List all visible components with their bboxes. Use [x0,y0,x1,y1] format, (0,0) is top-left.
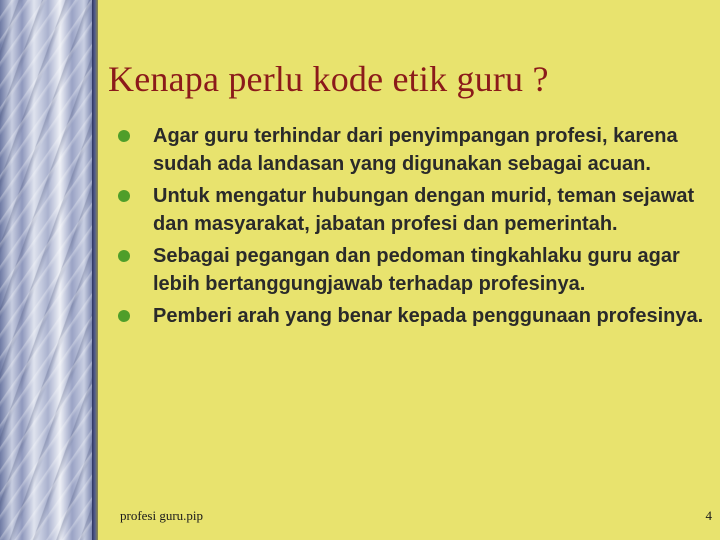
slide-title: Kenapa perlu kode etik guru ? [108,59,549,99]
bullet-icon [118,310,130,322]
bullet-item [118,182,708,238]
bullet-text: Pemberi arah yang benar kepada penggunaan profesinya. [153,305,704,327]
marble-column-decoration [0,0,92,540]
bullet-item [118,242,708,298]
bullet-text: Untuk mengatur hubungan dengan murid, teman sejawat dan masyarakat, jabatan profesi dan pemerintah. [153,185,695,235]
bullet-text: Agar guru terhindar dari penyimpangan profesi, karena sudah ada landasan yang digunakan sebagai acuan. [153,125,678,175]
bullet-text: Sebagai pegangan dan pedoman tingkahlaku guru agar lebih bertanggungjawab terhadap profesinya. [153,245,680,295]
bullet-icon [118,130,130,142]
column-edge-decoration [92,0,98,540]
bullet-item [118,122,708,178]
bullet-item [118,302,708,330]
footer-text: profesi guru.pip [120,508,204,523]
page-number: 4 [705,508,712,523]
bullet-icon [118,190,130,202]
bullet-list [118,122,708,334]
bullet-icon [118,250,130,262]
